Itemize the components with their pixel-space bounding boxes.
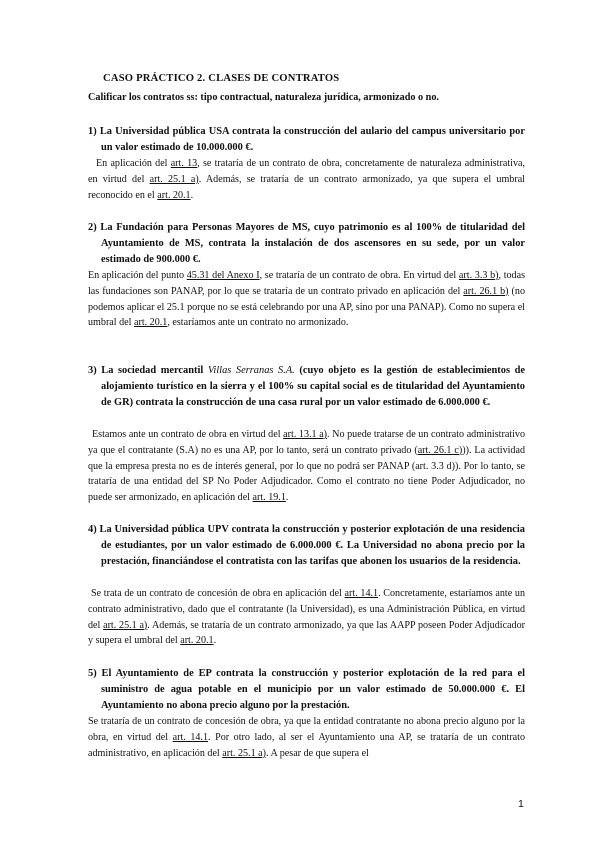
legal-reference: art. 14.1 — [344, 588, 379, 599]
legal-reference: art. 25.1 a) — [103, 619, 148, 631]
legal-reference: art. 26.1 b) — [463, 285, 509, 297]
case-4-answer: Se trata de un contrato de concesión de obra en aplicación del art. 14.1. Concretamente, estaríamos ante un contrato administrativo, dado que el contratante (la Universidad), es una Administración Pública, en virtud del art. 25.1 a). Además, se trataría de un contrato armonizado, ya que las AAPP poseen Poder Adjudicador y supera el umbral del art. 20.1. — [88, 588, 525, 647]
legal-reference: art. 20.1 — [180, 635, 214, 647]
legal-reference: 45.31 del Anexo I — [186, 270, 260, 281]
page-subtitle: Calificar los contratos ss: tipo contractual, naturaleza jurídica, armonizado o no. — [88, 92, 439, 103]
legal-reference: art. 26.1 c) — [417, 444, 463, 456]
page-title: CASO PRÁCTICO 2. CLASES DE CONTRATOS — [103, 73, 340, 84]
legal-reference: art. 13 — [170, 158, 198, 169]
case-3-answer: Estamos ante un contrato de obra en virtud del art. 13.1 a). No puede tratarse de un contrato administrativo ya que el contratante (S.A) no es una AP, por lo tanto, será un contrato privado (art. 26.1 c))). La actividad que la empresa presta no es de interés general, por lo que no podrá ser PANAP (art. 3.3 d)). Por lo tanto, se trataría de una entidad del SP No Poder Adjudicador. Como el contrato no tiene Poder Adjudicador, no puede ser armonizado, en aplicación del art. 19.1. — [88, 429, 525, 504]
page-number: 1 — [518, 798, 524, 810]
case-2-question: 2) La Fundación para Personas Mayores de MS, cuyo patrimonio es al 100% de titularidad del Ayuntamiento de MS, contrata la instalación de dos ascensores en su sede, por un valor estimado de 900.000 €. — [88, 222, 525, 265]
legal-reference: art. 25.1 a) — [222, 747, 266, 759]
case-1-question: 1) La Universidad pública USA contrata la construcción del aulario del campus universitario por un valor estimado de 10.000.000 €. — [88, 126, 525, 153]
legal-reference: art. 3.3 b) — [458, 270, 499, 281]
company-name: Villas Serranas S.A. — [207, 365, 295, 376]
case-2-answer: En aplicación del punto 45.31 del Anexo I, se trataría de un contrato de obra. En virtud del art. 3.3 b), todas las fundaciones son PANAP, por lo que se trataría de un contrato privado en aplicación del art. 26.1 b) (no podemos aplicar el 25.1 porque no se está celebrando por una AP, sino por una PANAP). Como no supera el umbral del art. 20.1, estaríamos ante un contrato no armonizado. — [88, 270, 526, 329]
case-4-question: 4) La Universidad pública UPV contrata la construcción y posterior explotación de una residencia de estudiantes, por un valor estimado de 6.000.000 €. La Universidad no abona precio por la prestación, financiándose el contratista con las tarifas que abonen los usuarios de la residencia. — [88, 524, 525, 567]
legal-reference: art. 13.1 a) — [283, 429, 328, 440]
legal-reference: art. 14.1 — [172, 731, 209, 743]
case-1-answer: En aplicación del art. 13, se trataría de un contrato de obra, concretamente de naturaleza administrativa, en virtud del art. 25.1 a). Además, se trataría de un contrato armonizado, ya que supera el umbral reconocido en el art. 20.1. — [88, 158, 525, 201]
legal-reference: art. 25.1 a) — [149, 173, 199, 185]
case-3-question: 3) La sociedad mercantil Villas Serranas S.A. (cuyo objeto es la gestión de establecimientos de alojamiento turístico en la sierra y el 100% su capital social es de titularidad del Ayuntamiento de GR) contrata la construcción de una casa rural por un valor estimado de 6.000.000 €. — [88, 365, 525, 408]
case-5-answer: Se trataría de un contrato de concesión de obra, ya que la entidad contratante no abona precio alguno por la obra, en virtud del art. 14.1. Por otro lado, al ser el Ayuntamiento una AP, se trataría de un contrato administrativo, en aplicación del art. 25.1 a). A pesar de que supera el — [88, 716, 525, 759]
legal-reference: art. 20.1 — [133, 317, 168, 329]
legal-reference: art. 20.1 — [157, 189, 191, 201]
case-5-question: 5) El Ayuntamiento de EP contrata la construcción y posterior explotación de la red para el suministro de agua potable en el municipio por un valor estimado de 50.000.000 €. El Ayuntamiento no abona precio alguno por la prestación. — [88, 668, 525, 711]
legal-reference: art. 19.1 — [252, 492, 286, 504]
